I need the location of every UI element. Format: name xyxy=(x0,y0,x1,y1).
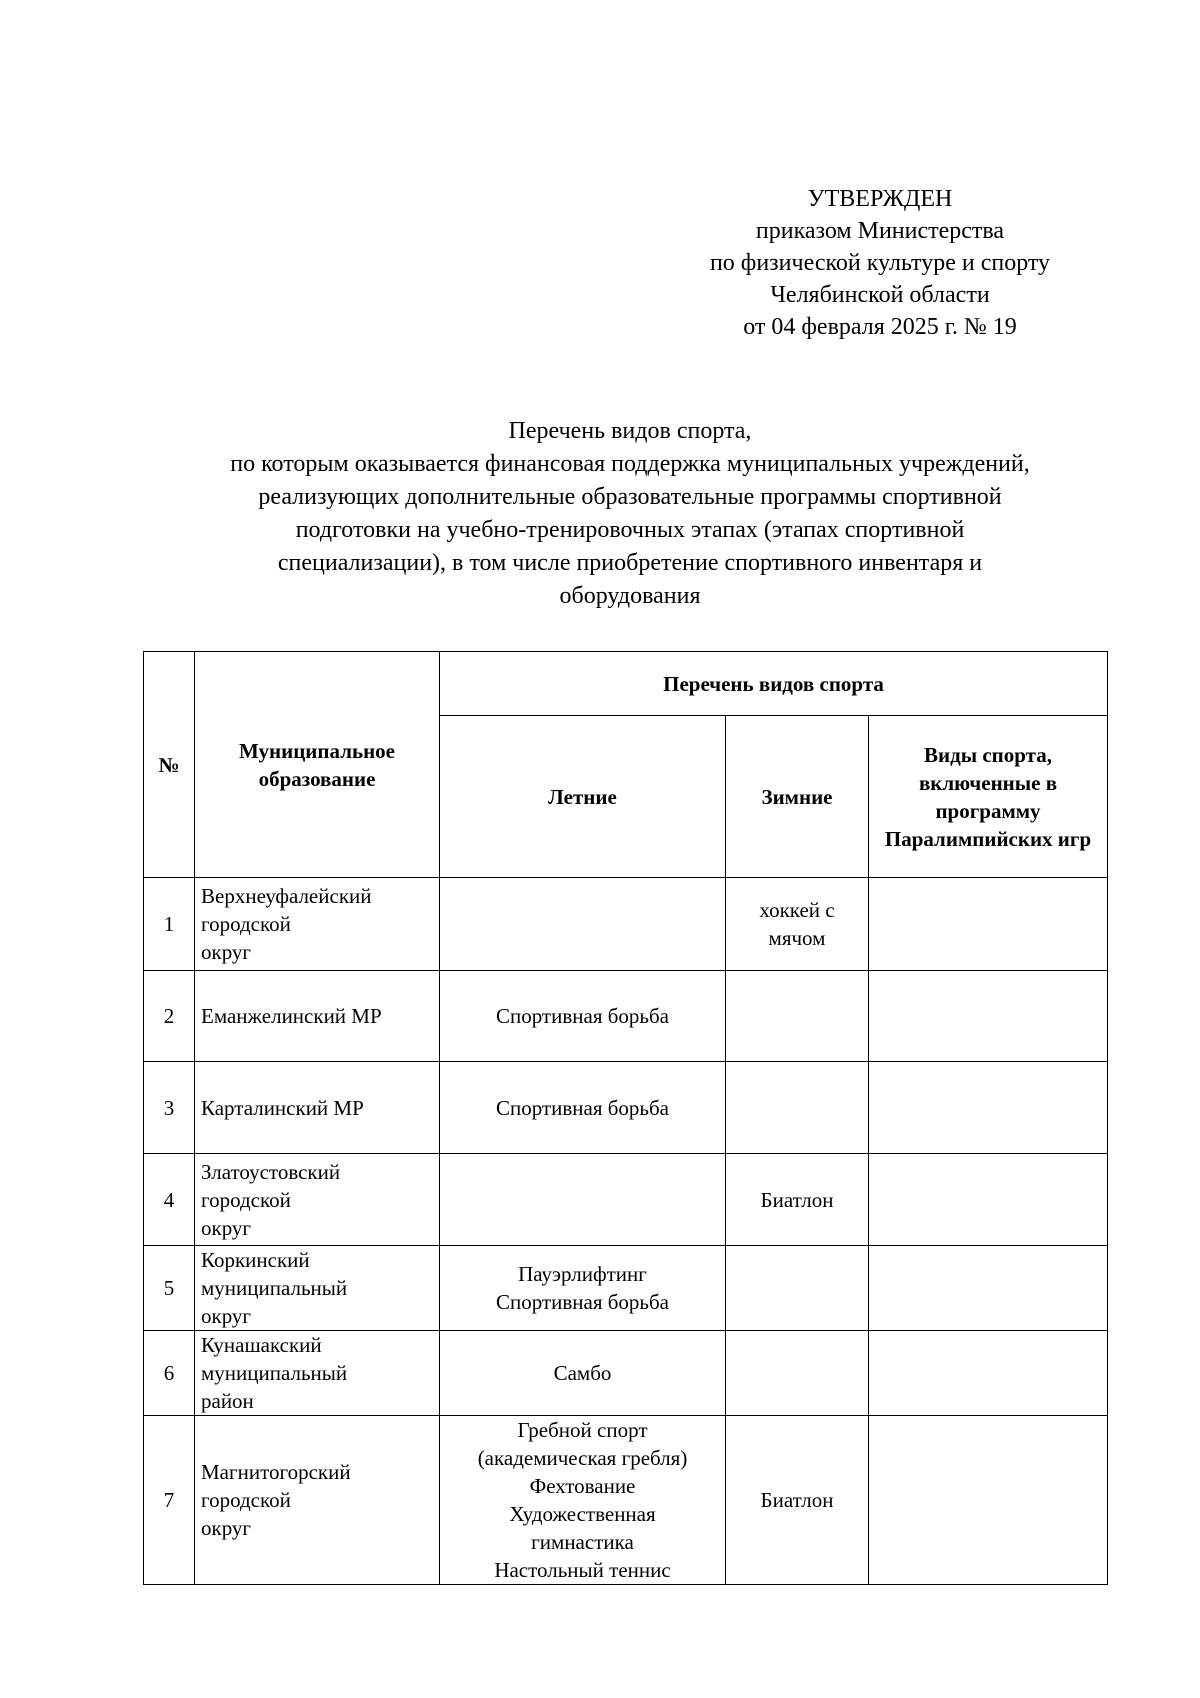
cell-summer xyxy=(440,1331,726,1416)
approval-block xyxy=(620,183,1140,343)
cell-municipality xyxy=(195,1246,440,1331)
cell-summer-line: Спортивная борьба xyxy=(495,1004,670,1028)
title-line: реализующих дополнительные образовательные программы спортивной xyxy=(258,484,1002,510)
cell-summer xyxy=(440,1416,726,1585)
header-paralympic: Виды спорта, включенные в программу Паралимпийских игр xyxy=(869,716,1108,878)
cell-summer xyxy=(440,1154,726,1246)
approval-line: Челябинской области xyxy=(770,282,990,308)
cell-summer xyxy=(440,1246,726,1331)
sports-table xyxy=(143,651,1108,1585)
cell-paralympic xyxy=(869,1062,1108,1154)
cell-municipality-line: округ xyxy=(201,1215,252,1240)
table-row xyxy=(144,1062,1108,1154)
cell-municipality-line: Коркинский xyxy=(201,1248,310,1272)
table-row xyxy=(144,971,1108,1062)
table-row xyxy=(144,1416,1108,1585)
row-number: 3 xyxy=(144,1062,195,1154)
cell-paralympic xyxy=(869,1416,1108,1585)
cell-municipality-line: округ xyxy=(201,1516,252,1540)
cell-paralympic xyxy=(869,1154,1108,1246)
cell-paralympic xyxy=(869,1246,1108,1331)
document-title xyxy=(140,415,1120,613)
header-number: № xyxy=(144,652,195,878)
cell-municipality-line: городской xyxy=(201,1187,291,1212)
cell-municipality-line: Кунашакский xyxy=(201,1333,322,1357)
header-municipality: Муниципальное образование xyxy=(195,652,440,878)
cell-summer-line: Спортивная борьба xyxy=(495,1290,670,1314)
table-row xyxy=(144,1246,1108,1331)
header-summer: Летние xyxy=(440,716,726,878)
row-number: 6 xyxy=(144,1331,195,1416)
cell-summer-line: гимнастика xyxy=(531,1530,634,1554)
cell-paralympic xyxy=(869,1331,1108,1416)
cell-summer-line: Самбо xyxy=(553,1361,612,1385)
cell-municipality-line: муниципальный xyxy=(201,1276,348,1300)
cell-summer-line: Художественная xyxy=(509,1502,656,1526)
cell-winter-line: хоккей с xyxy=(759,898,835,922)
cell-summer-line: Спортивная борьба xyxy=(495,1095,670,1120)
cell-summer xyxy=(440,971,726,1062)
header-winter: Зимние xyxy=(726,716,869,878)
cell-winter-line: Биатлон xyxy=(760,1488,834,1512)
cell-summer xyxy=(440,878,726,971)
table-row xyxy=(144,878,1108,971)
cell-winter xyxy=(726,1416,869,1585)
cell-winter xyxy=(726,1154,869,1246)
row-number: 5 xyxy=(144,1246,195,1331)
cell-paralympic xyxy=(869,878,1108,971)
row-number: 1 xyxy=(144,878,195,971)
cell-municipality-line: округ xyxy=(201,1304,252,1328)
cell-municipality-line: район xyxy=(201,1389,254,1413)
row-number: 4 xyxy=(144,1154,195,1246)
cell-summer-line: (академическая гребля) xyxy=(477,1446,688,1470)
title-line: специализации), в том числе приобретение спортивного инвентаря и xyxy=(277,550,983,576)
title-line: оборудования xyxy=(559,583,701,609)
approval-line: УТВЕРЖДЕН xyxy=(807,186,953,212)
cell-municipality-line: Еманжелинский МР xyxy=(201,1004,382,1028)
title-line: подготовки на учебно-тренировочных этапах (этапах спортивной xyxy=(295,517,965,543)
approval-line: от 04 февраля 2025 г. № 19 xyxy=(743,314,1017,340)
cell-summer-line: Фехтование xyxy=(529,1474,636,1498)
cell-municipality xyxy=(195,1154,440,1246)
cell-summer-line: Настольный теннис xyxy=(494,1558,671,1582)
cell-winter-line: мячом xyxy=(768,926,826,950)
header-sports-group: Перечень видов спорта xyxy=(440,652,1108,716)
cell-winter xyxy=(726,878,869,971)
cell-municipality xyxy=(195,1331,440,1416)
cell-winter xyxy=(726,1246,869,1331)
title-line: по которым оказывается финансовая поддержка муниципальных учреждений, xyxy=(230,451,1030,477)
cell-winter xyxy=(726,1331,869,1416)
cell-municipality xyxy=(195,1062,440,1154)
cell-summer-line: Пауэрлифтинг xyxy=(518,1262,647,1286)
row-number: 7 xyxy=(144,1416,195,1585)
table-row xyxy=(144,1331,1108,1416)
cell-municipality-line: городской xyxy=(201,1488,291,1512)
cell-winter xyxy=(726,971,869,1062)
approval-line: приказом Министерства xyxy=(755,218,1005,244)
cell-summer xyxy=(440,1062,726,1154)
cell-municipality-line: Верхнеуфалейский xyxy=(201,884,372,908)
approval-line: по физической культуре и спорту xyxy=(709,250,1051,276)
cell-summer-line: Гребной спорт xyxy=(517,1418,648,1442)
cell-municipality-line: Карталинский МР xyxy=(201,1095,364,1120)
cell-municipality xyxy=(195,1416,440,1585)
table-row xyxy=(144,1154,1108,1246)
cell-municipality-line: Златоустовский xyxy=(201,1159,341,1184)
cell-municipality-line: Магнитогорский xyxy=(201,1460,351,1484)
title-line: Перечень видов спорта, xyxy=(508,418,752,444)
cell-municipality-line: городской xyxy=(201,912,291,936)
cell-paralympic xyxy=(869,971,1108,1062)
cell-municipality xyxy=(195,878,440,971)
cell-winter xyxy=(726,1062,869,1154)
cell-municipality-line: округ xyxy=(201,940,252,964)
cell-municipality xyxy=(195,971,440,1062)
row-number: 2 xyxy=(144,971,195,1062)
cell-municipality-line: муниципальный xyxy=(201,1361,348,1385)
cell-winter-line: Биатлон xyxy=(760,1187,834,1212)
